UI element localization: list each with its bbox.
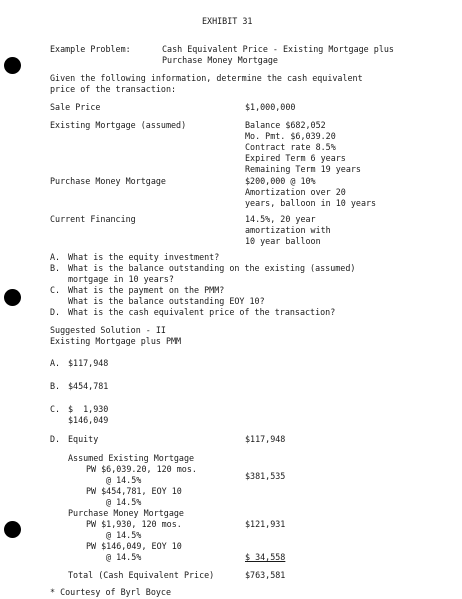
question-letter: A.	[50, 252, 61, 262]
pmm-pw-balance-rate: @ 14.5%	[106, 552, 142, 562]
intro-line1: Given the following information, determine the cash equivalent	[50, 73, 363, 83]
question-letter: B.	[50, 263, 61, 273]
sale-price-value: $1,000,000	[245, 102, 296, 112]
problem-label: Example Problem:	[50, 44, 131, 54]
assumed-pw-balance: PW $454,781, EOY 10	[86, 486, 182, 496]
assumed-mortgage-heading: Assumed Existing Mortgage	[68, 453, 195, 463]
pmm-pw-balance-value: $ 34,558	[245, 552, 286, 562]
question-text: mortgage in 10 years?	[68, 274, 174, 284]
binder-hole-top	[4, 57, 21, 74]
existing-mortgage-detail: Balance $682,052	[245, 120, 326, 130]
problem-title-line1: Cash Equivalent Price - Existing Mortgage plus	[162, 44, 394, 54]
question-text: What is the payment on the PMM?	[68, 285, 225, 295]
solution-subheading: Existing Mortgage plus PMM	[50, 336, 182, 346]
binder-hole-middle	[4, 289, 21, 306]
existing-mortgage-detail: Mo. Pmt. $6,039.20	[245, 131, 336, 141]
sale-price-label: Sale Price	[50, 102, 101, 112]
pmm-heading: Purchase Money Mortgage	[68, 508, 184, 518]
assumed-pw-balance-rate: @ 14.5%	[106, 497, 142, 507]
current-financing-detail: 10 year balloon	[245, 236, 321, 246]
pmm-detail: Amortization over 20	[245, 187, 346, 197]
pmm-label: Purchase Money Mortgage	[50, 176, 166, 186]
equity-label: Equity	[68, 434, 99, 444]
question-text: What is the equity investment?	[68, 252, 220, 262]
exhibit-title: EXHIBIT 31	[202, 16, 253, 26]
question-text: What is the balance outstanding on the existing (assumed)	[68, 263, 356, 273]
pmm-detail: $200,000 @ 10%	[245, 176, 316, 186]
question-letter: C.	[50, 285, 61, 295]
current-financing-detail: 14.5%, 20 year	[245, 214, 316, 224]
answer-b-value: $454,781	[68, 381, 109, 391]
question-text: What is the balance outstanding EOY 10?	[68, 296, 265, 306]
assumed-pw-payment-rate: @ 14.5%	[106, 475, 142, 485]
pmm-pw-payment: PW $1,930, 120 mos.	[86, 519, 182, 529]
answer-a-value: $117,948	[68, 358, 109, 368]
existing-mortgage-detail: Expired Term 6 years	[245, 153, 346, 163]
footnote: * Courtesy of Byrl Boyce	[50, 587, 172, 597]
pmm-pw-payment-value: $121,931	[245, 519, 286, 529]
total-value: $763,581	[245, 570, 286, 580]
pmm-pw-balance: PW $146,049, EOY 10	[86, 541, 182, 551]
equity-value: $117,948	[245, 434, 286, 444]
assumed-pw-payment: PW $6,039.20, 120 mos.	[86, 464, 197, 474]
answer-c-letter: C.	[50, 404, 61, 414]
binder-hole-bottom	[4, 521, 21, 538]
question-letter: D.	[50, 307, 61, 317]
pmm-pw-payment-rate: @ 14.5%	[106, 530, 142, 540]
answer-d-letter: D.	[50, 434, 61, 444]
answer-b-letter: B.	[50, 381, 61, 391]
current-financing-detail: amortization with	[245, 225, 331, 235]
solution-heading: Suggested Solution - II	[50, 325, 166, 335]
total-label: Total (Cash Equivalent Price)	[68, 570, 215, 580]
assumed-pw-value: $381,535	[245, 471, 286, 481]
answer-a-letter: A.	[50, 358, 61, 368]
intro-line2: price of the transaction:	[50, 84, 177, 94]
current-financing-label: Current Financing	[50, 214, 136, 224]
problem-title-line2: Purchase Money Mortgage	[162, 55, 278, 65]
answer-c-payment: $ 1,930	[68, 404, 109, 414]
existing-mortgage-label: Existing Mortgage (assumed)	[50, 120, 187, 130]
existing-mortgage-detail: Remaining Term 19 years	[245, 164, 361, 174]
pmm-detail: years, balloon in 10 years	[245, 198, 377, 208]
existing-mortgage-detail: Contract rate 8.5%	[245, 142, 336, 152]
question-text: What is the cash equivalent price of the transaction?	[68, 307, 336, 317]
answer-c-balance: $146,049	[68, 415, 109, 425]
